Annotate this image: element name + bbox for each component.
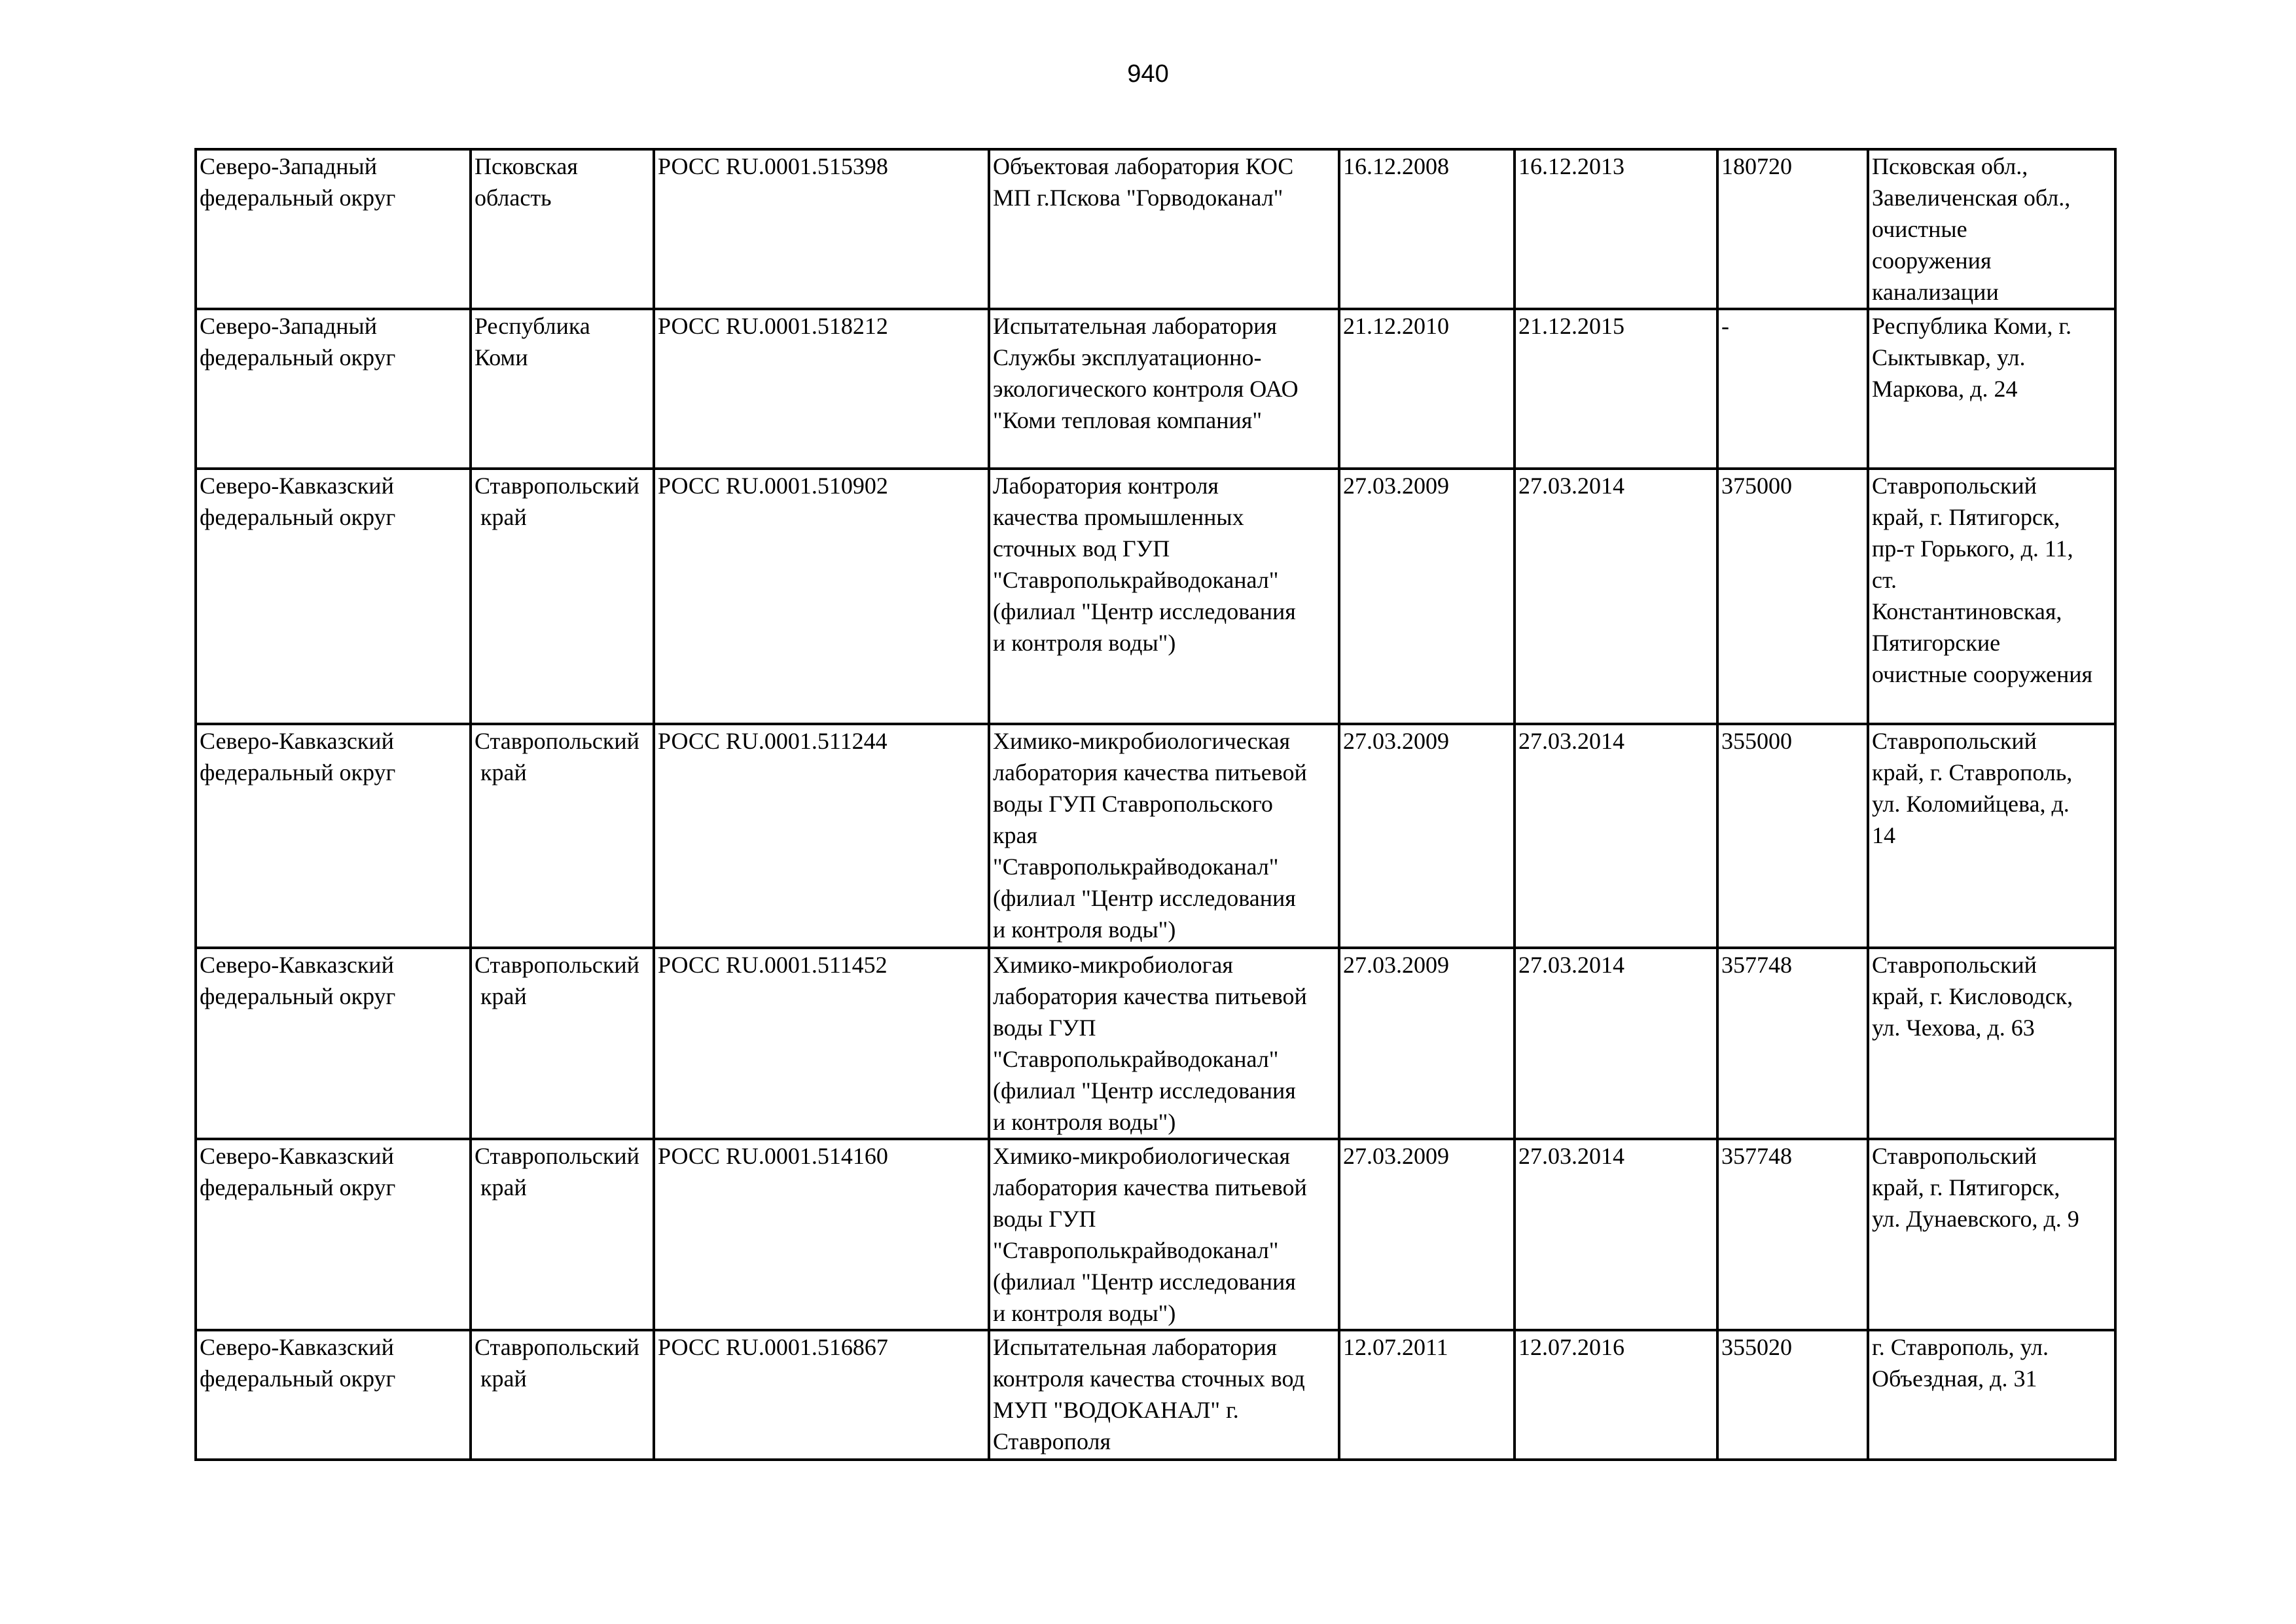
- cell-line: и контроля воды"): [993, 1109, 1176, 1135]
- cell-line: Ставропольский: [475, 473, 639, 499]
- accreditation-date-cell: 27.03.2009: [1339, 1139, 1515, 1330]
- table-row: [196, 1139, 2115, 1330]
- cell-line: федеральный округ: [200, 344, 396, 370]
- cell-line: федеральный округ: [200, 185, 396, 211]
- table-row: [196, 1330, 2115, 1460]
- table-row: [196, 469, 2115, 724]
- cell-line: федеральный округ: [200, 504, 396, 530]
- district-cell: [196, 724, 471, 948]
- region-cell: [471, 309, 654, 469]
- cell-line: "Ставрополькрайводоканал": [993, 567, 1279, 593]
- cell-line: Объектовая лаборатория КОС: [993, 153, 1294, 179]
- cell-line: Константиновская,: [1872, 598, 2062, 624]
- cell-line: Ставропольский: [475, 728, 639, 754]
- cell-line: лаборатория качества питьевой: [993, 1174, 1307, 1200]
- cell-line: воды ГУП: [993, 1206, 1096, 1232]
- table-row: [196, 948, 2115, 1139]
- cell-line: Лаборатория контроля: [993, 473, 1219, 499]
- cell-line: воды ГУП Ставропольского: [993, 791, 1273, 817]
- expiry-date-cell: 27.03.2014: [1515, 724, 1717, 948]
- cell-line: г. Ставрополь, ул.: [1872, 1334, 2049, 1360]
- laboratory-name-cell: [989, 948, 1339, 1139]
- cell-line: ул. Дунаевского, д. 9: [1872, 1206, 2079, 1232]
- cell-line: Ставропольский: [475, 1334, 639, 1360]
- certificate-number-cell: РОСС RU.0001.510902: [654, 469, 989, 724]
- laboratory-name-cell: [989, 724, 1339, 948]
- table-row: [196, 309, 2115, 469]
- cell-line: федеральный округ: [200, 983, 396, 1009]
- address-cell: [1868, 149, 2115, 309]
- accreditation-date-cell: 27.03.2009: [1339, 948, 1515, 1139]
- cell-line: канализации: [1872, 279, 1999, 305]
- expiry-date-cell: 16.12.2013: [1515, 149, 1717, 309]
- cell-line: Химико-микробиологая: [993, 952, 1233, 978]
- cell-line: край, г. Ставрополь,: [1872, 759, 2073, 785]
- cell-line: Северо-Кавказский: [200, 473, 394, 499]
- cell-line: очистные сооружения: [1872, 661, 2093, 687]
- district-cell: [196, 1139, 471, 1330]
- cell-line: и контроля воды"): [993, 916, 1176, 943]
- cell-line: Северо-Западный: [200, 313, 378, 339]
- cell-line: Коми: [475, 344, 528, 370]
- certificate-number-cell: РОСС RU.0001.515398: [654, 149, 989, 309]
- cell-line: ул. Коломийцева, д.: [1872, 791, 2070, 817]
- cell-line: лаборатория качества питьевой: [993, 759, 1307, 785]
- cell-line: экологического контроля ОАО: [993, 376, 1299, 402]
- cell-line: край: [475, 504, 527, 530]
- certificate-number-cell: РОСС RU.0001.511452: [654, 948, 989, 1139]
- cell-line: Северо-Кавказский: [200, 952, 394, 978]
- cell-line: край: [475, 1365, 527, 1392]
- address-cell: [1868, 309, 2115, 469]
- cell-line: Испытательная лаборатория: [993, 313, 1277, 339]
- laboratory-name-cell: [989, 149, 1339, 309]
- cell-line: Ставропольский: [1872, 952, 2037, 978]
- cell-line: МУП "ВОДОКАНАЛ" г.: [993, 1397, 1239, 1423]
- accreditation-date-cell: 21.12.2010: [1339, 309, 1515, 469]
- postal-index-cell: 355000: [1717, 724, 1868, 948]
- laboratory-name-cell: [989, 1330, 1339, 1460]
- cell-line: Республика: [475, 313, 590, 339]
- expiry-date-cell: 27.03.2014: [1515, 948, 1717, 1139]
- postal-index-cell: 357748: [1717, 1139, 1868, 1330]
- cell-line: контроля качества сточных вод: [993, 1365, 1305, 1392]
- page-number: 940: [1127, 60, 1169, 88]
- laboratory-name-cell: [989, 1139, 1339, 1330]
- cell-line: Завеличенская обл.,: [1872, 185, 2071, 211]
- cell-line: Испытательная лаборатория: [993, 1334, 1277, 1360]
- cell-line: федеральный округ: [200, 1365, 396, 1392]
- laboratory-registry-table: [194, 148, 2117, 1461]
- cell-line: 14: [1872, 822, 1895, 848]
- expiry-date-cell: 12.07.2016: [1515, 1330, 1717, 1460]
- cell-line: качества промышленных: [993, 504, 1244, 530]
- address-cell: [1868, 948, 2115, 1139]
- cell-line: Химико-микробиологическая: [993, 1143, 1291, 1169]
- region-cell: [471, 469, 654, 724]
- cell-line: край, г. Пятигорск,: [1872, 1174, 2060, 1200]
- cell-line: край: [475, 759, 527, 785]
- certificate-number-cell: РОСС RU.0001.514160: [654, 1139, 989, 1330]
- cell-line: Ставропольский: [1872, 1143, 2037, 1169]
- accreditation-date-cell: 27.03.2009: [1339, 724, 1515, 948]
- cell-line: Псковская: [475, 153, 578, 179]
- district-cell: [196, 149, 471, 309]
- cell-line: лаборатория качества питьевой: [993, 983, 1307, 1009]
- cell-line: Республика Коми, г.: [1872, 313, 2072, 339]
- cell-line: Маркова, д. 24: [1872, 376, 2018, 402]
- cell-line: Псковская обл.,: [1872, 153, 2028, 179]
- cell-line: (филиал "Центр исследования: [993, 1077, 1296, 1104]
- cell-line: (филиал "Центр исследования: [993, 598, 1296, 624]
- cell-line: (филиал "Центр исследования: [993, 1269, 1296, 1295]
- cell-line: пр-т Горького, д. 11,: [1872, 535, 2073, 562]
- expiry-date-cell: 27.03.2014: [1515, 469, 1717, 724]
- cell-line: край: [475, 983, 527, 1009]
- cell-line: Пятигорские: [1872, 630, 2001, 656]
- cell-line: сточных вод ГУП: [993, 535, 1170, 562]
- postal-index-cell: 357748: [1717, 948, 1868, 1139]
- district-cell: [196, 309, 471, 469]
- address-cell: [1868, 469, 2115, 724]
- cell-line: и контроля воды"): [993, 1300, 1176, 1326]
- address-cell: [1868, 1330, 2115, 1460]
- cell-line: Ставропольский: [1872, 728, 2037, 754]
- district-cell: [196, 469, 471, 724]
- region-cell: [471, 948, 654, 1139]
- cell-line: край, г. Кисловодск,: [1872, 983, 2073, 1009]
- cell-line: Службы эксплуатационно-: [993, 344, 1262, 370]
- expiry-date-cell: 21.12.2015: [1515, 309, 1717, 469]
- cell-line: Сыктывкар, ул.: [1872, 344, 2026, 370]
- accreditation-date-cell: 27.03.2009: [1339, 469, 1515, 724]
- cell-line: Ставропольский: [475, 1143, 639, 1169]
- cell-line: ст.: [1872, 567, 1897, 593]
- cell-line: Ставрополя: [993, 1428, 1111, 1454]
- address-cell: [1868, 724, 2115, 948]
- postal-index-cell: -: [1717, 309, 1868, 469]
- region-cell: [471, 1330, 654, 1460]
- district-cell: [196, 1330, 471, 1460]
- cell-line: ул. Чехова, д. 63: [1872, 1015, 2035, 1041]
- accreditation-date-cell: 12.07.2011: [1339, 1330, 1515, 1460]
- region-cell: [471, 724, 654, 948]
- cell-line: край: [475, 1174, 527, 1200]
- address-cell: [1868, 1139, 2115, 1330]
- cell-line: Северо-Кавказский: [200, 728, 394, 754]
- table-row: [196, 149, 2115, 309]
- accreditation-date-cell: 16.12.2008: [1339, 149, 1515, 309]
- region-cell: [471, 1139, 654, 1330]
- cell-line: "Ставрополькрайводоканал": [993, 1046, 1279, 1072]
- certificate-number-cell: РОСС RU.0001.516867: [654, 1330, 989, 1460]
- cell-line: федеральный округ: [200, 759, 396, 785]
- cell-line: (филиал "Центр исследования: [993, 885, 1296, 911]
- certificate-number-cell: РОСС RU.0001.511244: [654, 724, 989, 948]
- postal-index-cell: 375000: [1717, 469, 1868, 724]
- cell-line: воды ГУП: [993, 1015, 1096, 1041]
- cell-line: и контроля воды"): [993, 630, 1176, 656]
- cell-line: Ставропольский: [475, 952, 639, 978]
- postal-index-cell: 180720: [1717, 149, 1868, 309]
- certificate-number-cell: РОСС RU.0001.518212: [654, 309, 989, 469]
- cell-line: область: [475, 185, 552, 211]
- cell-line: Объездная, д. 31: [1872, 1365, 2037, 1392]
- postal-index-cell: 355020: [1717, 1330, 1868, 1460]
- expiry-date-cell: 27.03.2014: [1515, 1139, 1717, 1330]
- cell-line: Северо-Кавказский: [200, 1334, 394, 1360]
- cell-line: край, г. Пятигорск,: [1872, 504, 2060, 530]
- laboratory-name-cell: [989, 309, 1339, 469]
- district-cell: [196, 948, 471, 1139]
- cell-line: "Ставрополькрайводоканал": [993, 1237, 1279, 1263]
- cell-line: края: [993, 822, 1038, 848]
- table-row: [196, 724, 2115, 948]
- cell-line: сооружения: [1872, 247, 1992, 274]
- cell-line: "Коми тепловая компания": [993, 407, 1263, 433]
- cell-line: очистные: [1872, 216, 1967, 242]
- cell-line: Химико-микробиологическая: [993, 728, 1291, 754]
- region-cell: [471, 149, 654, 309]
- laboratory-name-cell: [989, 469, 1339, 724]
- cell-line: Ставропольский: [1872, 473, 2037, 499]
- cell-line: "Ставрополькрайводоканал": [993, 854, 1279, 880]
- cell-line: федеральный округ: [200, 1174, 396, 1200]
- cell-line: Северо-Кавказский: [200, 1143, 394, 1169]
- cell-line: Северо-Западный: [200, 153, 378, 179]
- cell-line: МП г.Пскова "Горводоканал": [993, 185, 1283, 211]
